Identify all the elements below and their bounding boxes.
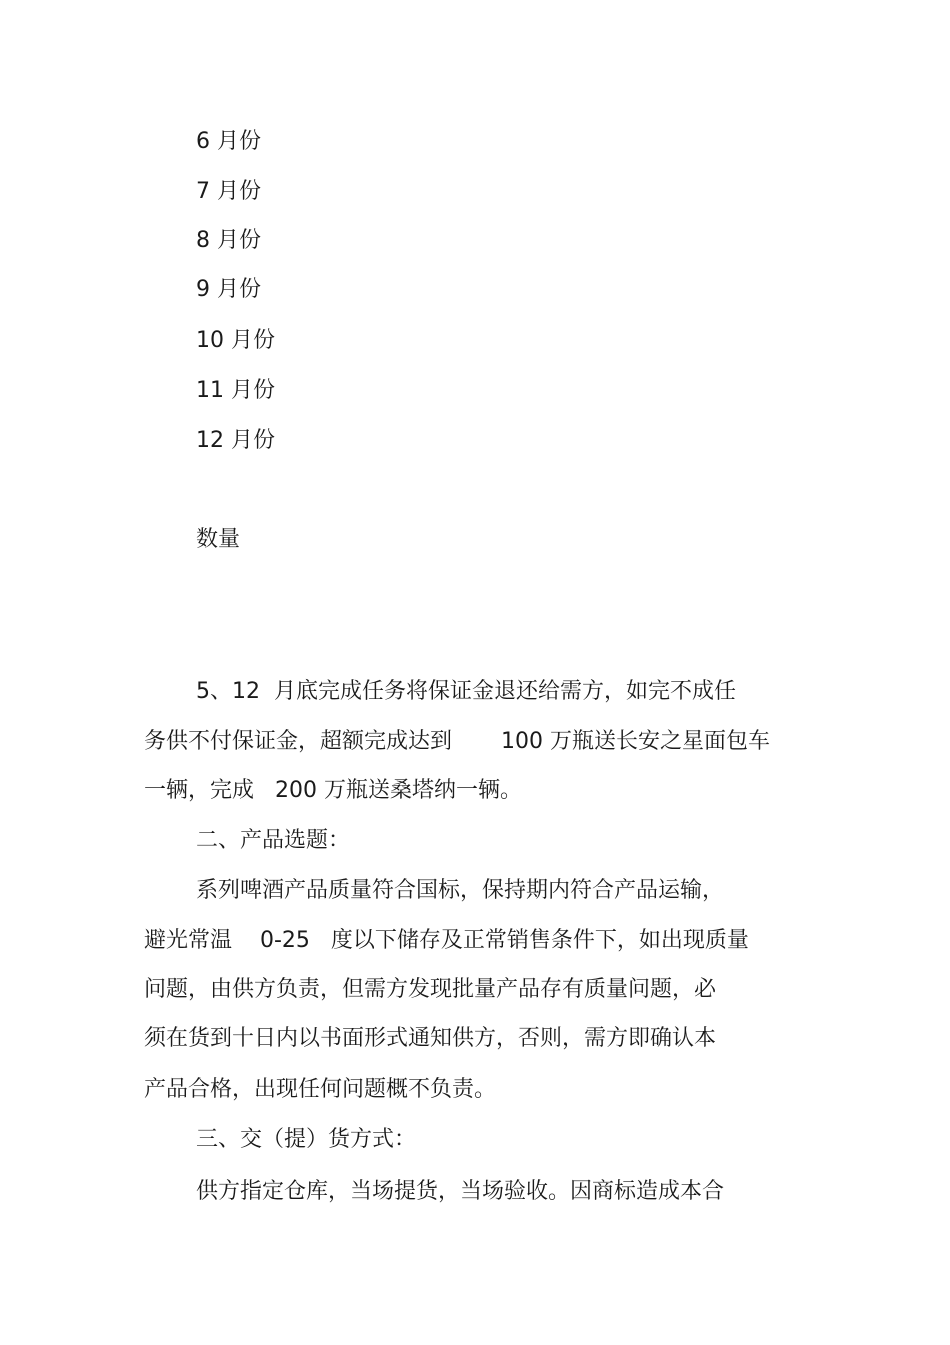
section2-line-3: 问题，由供方负责，但需方发现批量产品存有质量问题，必 [144,977,717,1002]
section3-line-1: 供方指定仓库，当场提货，当场验收。因商标造成本合 [196,1179,725,1204]
month-october: 10 月份 [196,328,275,353]
section2-line-1: 系列啤酒产品质量符合国标，保持期内符合产品运输， [196,878,725,903]
month-august: 8 月份 [196,228,261,253]
section2-line-5: 产品合格，出现任何问题概不负责。 [144,1077,497,1102]
month-september: 9 月份 [196,277,261,302]
month-july: 7 月份 [196,179,261,204]
clause5-line-1: 5、12 月底完成任务将保证金退还给需方，如完不成任 [196,679,736,704]
month-november: 11 月份 [196,378,275,403]
clause5-line-2: 务供不付保证金，超额完成达到 100 万瓶送长安之星面包车 [144,729,770,754]
section2-line-4: 须在货到十日内以书面形式通知供方，否则，需方即确认本 [144,1026,717,1051]
month-december: 12 月份 [196,428,275,453]
quantity-label: 数量 [196,527,241,552]
month-june: 6 月份 [196,129,261,154]
section2-heading: 二、产品选题： [196,828,351,853]
section3-heading: 三、交（提）货方式： [196,1127,417,1152]
section2-line-2: 避光常温 0-25 度以下储存及正常销售条件下，如出现质量 [144,928,749,953]
clause5-line-3: 一辆，完成 200 万瓶送桑塔纳一辆。 [144,778,522,803]
